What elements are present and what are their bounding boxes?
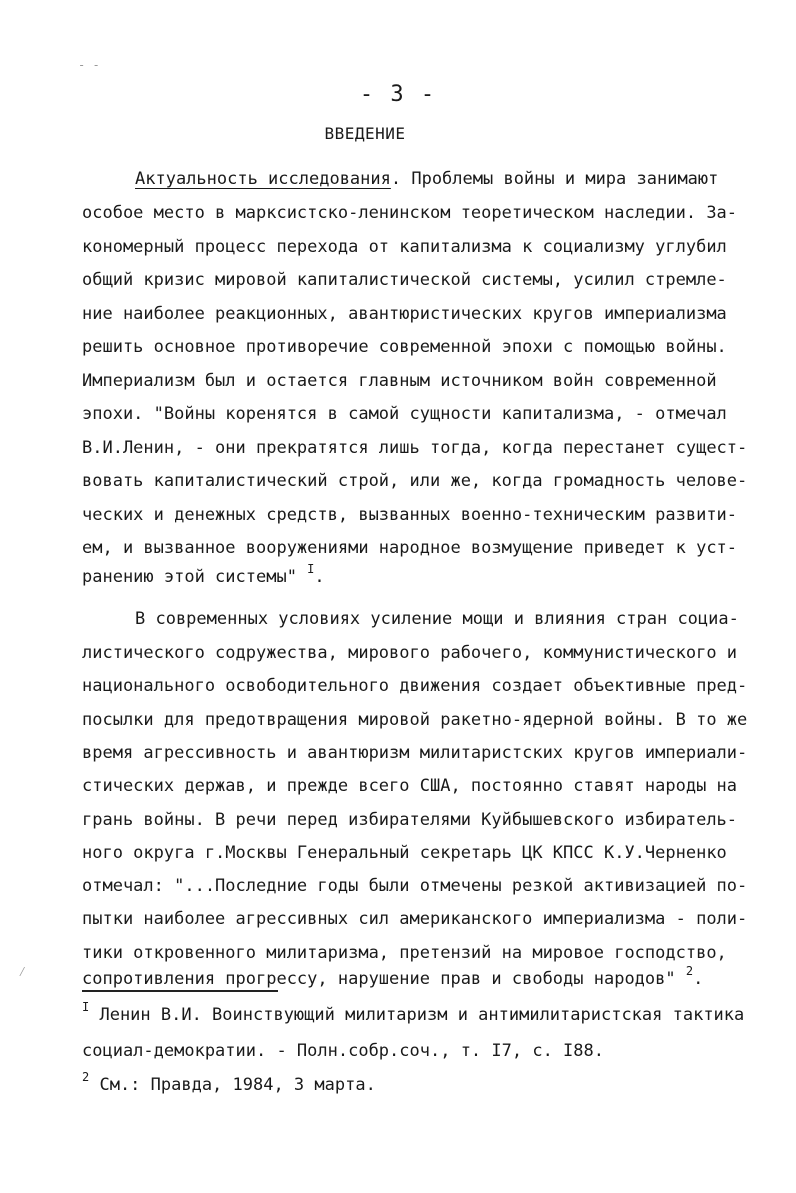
text-line: пытки наиболее агрессивных сил американского империализма - поли- — [82, 909, 748, 930]
text-line: В.И.Ленин, - они прекратятся лишь тогда, когда перестанет сущест- — [82, 437, 748, 458]
text-line: тики откровенного милитаризма, претензий на мировое господство, — [82, 942, 727, 963]
text-run: сопротивления прогрессу, нарушение прав и свободы народов" — [82, 969, 686, 989]
text-line: грань войны. В речи перед избирателями Куйбышевского избиратель- — [82, 809, 738, 830]
footnote-ref-2: 2 — [685, 964, 694, 978]
text-run: . Проблемы войны и мира занимают — [390, 169, 719, 189]
paragraph-2-last-line — [82, 964, 752, 990]
text-line: кономерный процесс перехода от капитализма к социализму углубил — [82, 236, 727, 257]
text-line: стических держав, и прежде всего США, постоянно ставят народы на — [82, 776, 738, 797]
text-run: . — [314, 567, 325, 587]
text-line: Империализм был и остается главным источником войн современной — [82, 370, 717, 391]
text-line: национального освободительного движения создает объективные пред- — [82, 676, 748, 697]
footnote-1-continued: социал-демократии. - Полн.собр.соч., т. I7, с. I88. — [82, 1041, 604, 1061]
text-line: листического содружества, мирового рабочего, коммунистического и — [82, 643, 738, 663]
paragraph-1-first-line — [135, 168, 730, 190]
footnote-2 — [82, 1070, 757, 1096]
footnote-1 — [82, 1000, 757, 1026]
footnote-divider — [82, 990, 278, 992]
text-run: ранению этой системы" — [82, 567, 308, 587]
text-line: эпохи. "Войны коренятся в самой сущности капитализма, - отмечал — [82, 404, 727, 424]
text-line: время агрессивность и авантюризм милитаристских кругов империали- — [82, 742, 748, 763]
text-line: ние наиболее реакционных, авантюристических кругов империализма — [82, 303, 727, 324]
text-run: . — [693, 969, 704, 989]
text-line: посылки для предотвращения мировой ракетно-ядерной войны. В то же — [82, 709, 748, 730]
scan-speck: ⁄ — [18, 964, 27, 980]
text-line: ем, и вызванное вооружениями народное возмущение приведет к уст- — [82, 538, 738, 558]
page-number: - 3 - — [359, 82, 437, 107]
text-line: решить основное противоречие современной эпохи с помощью войны. — [82, 337, 727, 357]
paragraph-1-last-line — [82, 562, 752, 588]
text-line: особое место в марксистско-ленинском теоретическом наследии. За- — [82, 203, 738, 223]
lead-phrase: Актуальность исследования — [135, 169, 391, 189]
text-run: Ленин В.И. Воинствующий милитаризм и антимилитаристская тактика — [89, 1005, 745, 1025]
text-line: общий кризис мировой капиталистической системы, усилил стремле- — [82, 270, 727, 290]
text-line: отмечал: "...Последние годы были отмечены резкой активизацией по- — [82, 876, 748, 897]
footnote-2-mark: 2 — [82, 1070, 90, 1084]
text-line: ного округа г.Москвы Генеральный секретарь ЦК КПСС К.У.Черненко — [82, 842, 727, 863]
footnote-1-mark: I — [82, 1000, 90, 1014]
paragraph-2-first-line: В современных условиях усиление мощи и влияния стран социа- — [135, 609, 739, 629]
scan-speck: - - — [78, 58, 100, 72]
footnote-ref-1: I — [307, 562, 315, 576]
page-heading: ВВЕДЕНИЕ — [324, 124, 406, 143]
text-line: вовать капиталистический строй, или же, когда громадность челове- — [82, 471, 748, 491]
text-line: ческих и денежных средств, вызванных военно-техническим развити- — [82, 504, 738, 525]
text-run: См.: Правда, 1984, 3 марта. — [89, 1075, 376, 1095]
